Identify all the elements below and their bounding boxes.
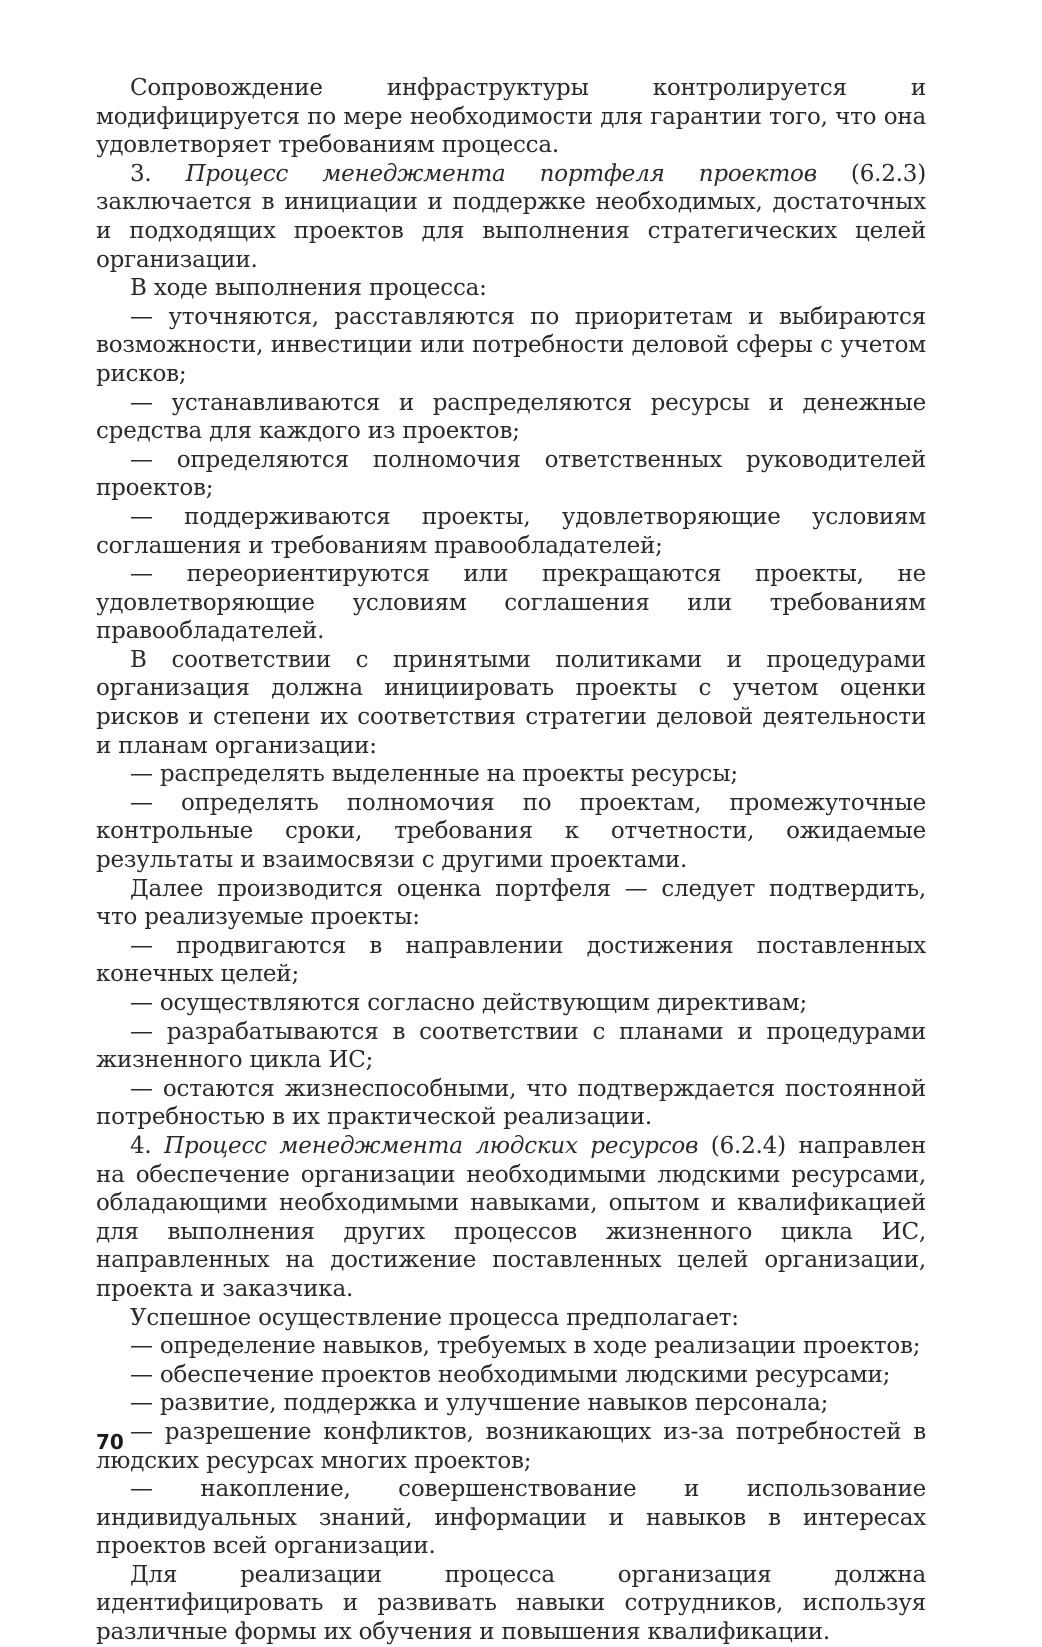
page-number: 70 [96, 1430, 124, 1454]
list-item: — разрешение конфликтов, возникающих из-за потребностей в людских ресурсах многих проектов; [96, 1418, 926, 1474]
paragraph-portfolio-evaluation: Далее производится оценка портфеля — следует подтвердить, что реализуемые проекты: [96, 875, 926, 931]
list-item: — определение навыков, требуемых в ходе реализации проектов; [130, 1333, 921, 1360]
term-portfolio-process: Процесс менеджмента портфеля проектов [185, 160, 817, 187]
paragraph-portfolio-process: 3. Процесс менеджмента портфеля проектов (6.2.3) заключается в инициации и поддержке необходимых, достаточных и подходящих проектов для выполнения стратегических целей организации. [96, 160, 926, 273]
page-body [96, 74, 926, 1647]
list-item: — развитие, поддержка и улучшение навыков персонала; [130, 1390, 829, 1417]
list-item: — накопление, совершенствование и использование индивидуальных знаний, информации и навыков в интересах проектов всей организации. [96, 1476, 926, 1560]
list-item: — обеспечение проектов необходимыми людскими ресурсами; [130, 1361, 891, 1388]
paragraph-skills-development: Для реализации процесса организация должна идентифицировать и развивать навыки сотрудников, используя различные формы их обучения и повышения квалификации. [96, 1561, 926, 1646]
list-item: — определять полномочия по проектам, промежуточные контрольные сроки, требования к отчетности, ожидаемые результаты и взаимосвязи с другими проектами. [96, 789, 926, 874]
list-item: — осуществляются согласно действующим директивам; [130, 990, 808, 1016]
term-hr-process: Процесс менеджмента людских ресурсов [164, 1132, 699, 1159]
list-item: — устанавливаются и распределяются ресурсы и денежные средства для каждого из проектов; [96, 389, 926, 445]
list-item: — разрабатываются в соответствии с планами и процедурами жизненного цикла ИС; [96, 1018, 926, 1074]
paragraph-infrastructure-support: Сопровождение инфраструктуры контролируется и модифицируется по мере необходимости для гарантии того, что она удовлетворяет требованиям процесса. [96, 75, 926, 159]
list-item: — поддерживаются проекты, удовлетворяющие условиям соглашения и требованиям правообладателей; [96, 503, 926, 559]
paragraph-success-conditions: Успешное осуществление процесса предполагает: [130, 1304, 739, 1331]
list-item: — продвигаются в направлении достижения поставленных конечных целей; [96, 932, 926, 988]
list-item: — распределять выделенные на проекты ресурсы; [130, 761, 738, 788]
paragraph-hr-process: 4. Процесс менеджмента людских ресурсов (6.2.4) направлен на обеспечение организации необходимыми людскими ресурсами, обладающими необходимыми навыками, опытом и квалификацией для выполнения других процессов жизненного цикла ИС, направленных на достижение поставленных целей организации, проекта и заказчика. [96, 1132, 926, 1302]
list-item: — остаются жизнеспособными, что подтверждается постоянной потребностью в их практической реализации. [96, 1075, 926, 1131]
list-item: — уточняются, расставляются по приоритетам и выбираются возможности, инвестиции или потребности деловой сферы с учетом рисков; [96, 303, 926, 387]
paragraph-policies: В соответствии с принятыми политиками и процедурами организация должна инициировать проекты с учетом оценки рисков и степени их соответствия стратегии деловой деятельности и планам организации: [96, 646, 926, 759]
list-item: — переориентируются или прекращаются проекты, не удовлетворяющие условиям соглашения или требованиям правообладателей. [96, 561, 926, 645]
list-item: — определяются полномочия ответственных руководителей проектов; [96, 446, 926, 502]
paragraph-process-course: В ходе выполнения процесса: [130, 275, 487, 302]
